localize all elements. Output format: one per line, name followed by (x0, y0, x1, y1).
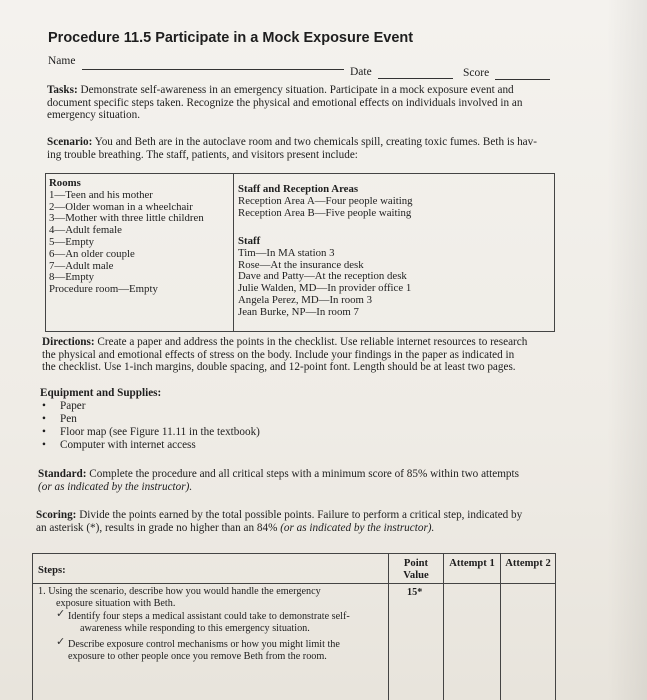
room-item: 5—Empty (49, 235, 94, 248)
checkmark-icon: ✓ (56, 636, 66, 648)
room-item: 4—Adult female (49, 224, 122, 237)
tasks-label: Tasks: (47, 84, 78, 96)
staff-item: Rose—At the insurance desk (238, 258, 364, 271)
steps-table-header-rule (32, 583, 556, 584)
name-label: Name (48, 55, 76, 67)
score-field[interactable] (495, 79, 550, 80)
scoring-line-2: an asterisk (*), results in grade no higher than an 84% (36, 521, 281, 534)
date-field[interactable] (378, 78, 453, 79)
list-item: • Floor map (see Figure 11.11 in the textbook) (42, 426, 260, 438)
rooms-heading: Rooms (49, 177, 81, 189)
reception-heading: Staff and Reception Areas (238, 183, 359, 195)
directions-line-2: the physical and emotional effects of stress on the body. Include your findings in the paper as indicated in (42, 348, 515, 361)
room-item: 2—Older woman in a wheelchair (49, 200, 193, 213)
list-item: • Pen (42, 413, 77, 425)
room-item: 8—Empty (49, 271, 94, 284)
directions-line-3: the checklist. Use 1-inch margins, double spacing, and 12-point font. Length should be at least two pages. (42, 361, 516, 373)
scenario-paragraph (47, 136, 587, 161)
scenario-line-2: ing trouble breathing. The staff, patients, and visitors present include: (47, 148, 358, 161)
scoring-label: Scoring: (36, 509, 77, 521)
name-field[interactable] (82, 69, 344, 70)
reception-column (238, 184, 413, 219)
scenario-line-1: You and Beth are in the autoclave room and two chemicals spill, creating toxic fumes. Beth is hav- (92, 136, 537, 148)
directions-label: Directions: (42, 336, 95, 348)
reception-item: Reception Area A—Four people waiting (238, 194, 413, 207)
page-title: Procedure 11.5 Participate in a Mock Exposure Event (48, 30, 414, 46)
date-label: Date (350, 66, 372, 78)
scoring-line-2-italic: (or as indicated by the instructor). (280, 521, 435, 534)
tasks-line-2: document specific steps taken. Recognize the physical and emotional effects on individuals involved in an (47, 96, 523, 109)
steps-table-divider (443, 553, 444, 700)
equipment-heading: Equipment and Supplies: (40, 387, 162, 399)
room-item: 7—Adult male (49, 259, 114, 272)
staff-item: Angela Perez, MD—In room 3 (238, 293, 373, 306)
step-1-text: 1. Using the scenario, describe how you would handle the emergency exposure situation with Beth. (38, 586, 321, 610)
room-item: 6—An older couple (49, 247, 135, 260)
scoring-line-1: Divide the points earned by the total possible points. Failure to perform a critical step, indicated by (76, 509, 523, 521)
reception-item: Reception Area B—Five people waiting (238, 206, 412, 219)
staff-item: Jean Burke, NP—In room 7 (238, 305, 359, 318)
steps-table-divider (388, 553, 389, 700)
room-item: 1—Teen and his mother (49, 188, 153, 201)
standard-line-2: (or as indicated by the instructor). (38, 480, 193, 493)
equipment-list (40, 400, 260, 452)
scenario-label: Scenario: (47, 136, 93, 148)
scenario-box-divider (233, 173, 234, 331)
rooms-column (49, 178, 204, 296)
score-label: Score (463, 67, 490, 79)
staff-heading: Staff (238, 235, 261, 247)
standard-line-1: Complete the procedure and all critical steps with a minimum score of 85% within two attempts (86, 468, 519, 480)
tasks-line-3: emergency situation. (47, 109, 140, 121)
tasks-line-1: Demonstrate self-awareness in an emergency situation. Participate in a mock exposure event and (77, 84, 514, 96)
staff-item: Dave and Patty—At the reception desk (238, 270, 407, 283)
scoring-paragraph (36, 509, 616, 534)
checkmark-icon: ✓ (56, 608, 66, 620)
steps-header: Steps: (38, 565, 66, 576)
page-edge-shadow (607, 0, 647, 700)
list-item: • Computer with internet access (42, 439, 196, 451)
attempt-1-header: Attempt 1 (449, 558, 495, 569)
tasks-paragraph (47, 84, 567, 122)
step-1a-text: Identify four steps a medical assistant could take to demonstrate self- awareness while responding to this emergency situation. (68, 611, 350, 635)
room-item: Procedure room—Empty (49, 283, 158, 296)
steps-table-divider (500, 553, 501, 700)
step-1-points: 15* (407, 587, 423, 598)
directions-paragraph (42, 336, 602, 374)
step-1b-text: Describe exposure control mechanisms or how you might limit the exposure to other people once you remove Beth from the room. (68, 639, 340, 663)
staff-item: Julie Walden, MD—In provider office 1 (238, 282, 412, 295)
directions-line-1: Create a paper and address the points in the checklist. Use reliable internet resources to research (94, 336, 528, 348)
standard-label: Standard: (38, 468, 87, 480)
point-value-header: Point Value (403, 558, 429, 581)
staff-column (238, 236, 411, 319)
attempt-2-header: Attempt 2 (505, 558, 551, 569)
list-item: • Paper (42, 400, 86, 412)
room-item: 3—Mother with three little children (49, 212, 204, 225)
staff-item: Tim—In MA station 3 (238, 246, 335, 259)
standard-paragraph (38, 468, 598, 493)
